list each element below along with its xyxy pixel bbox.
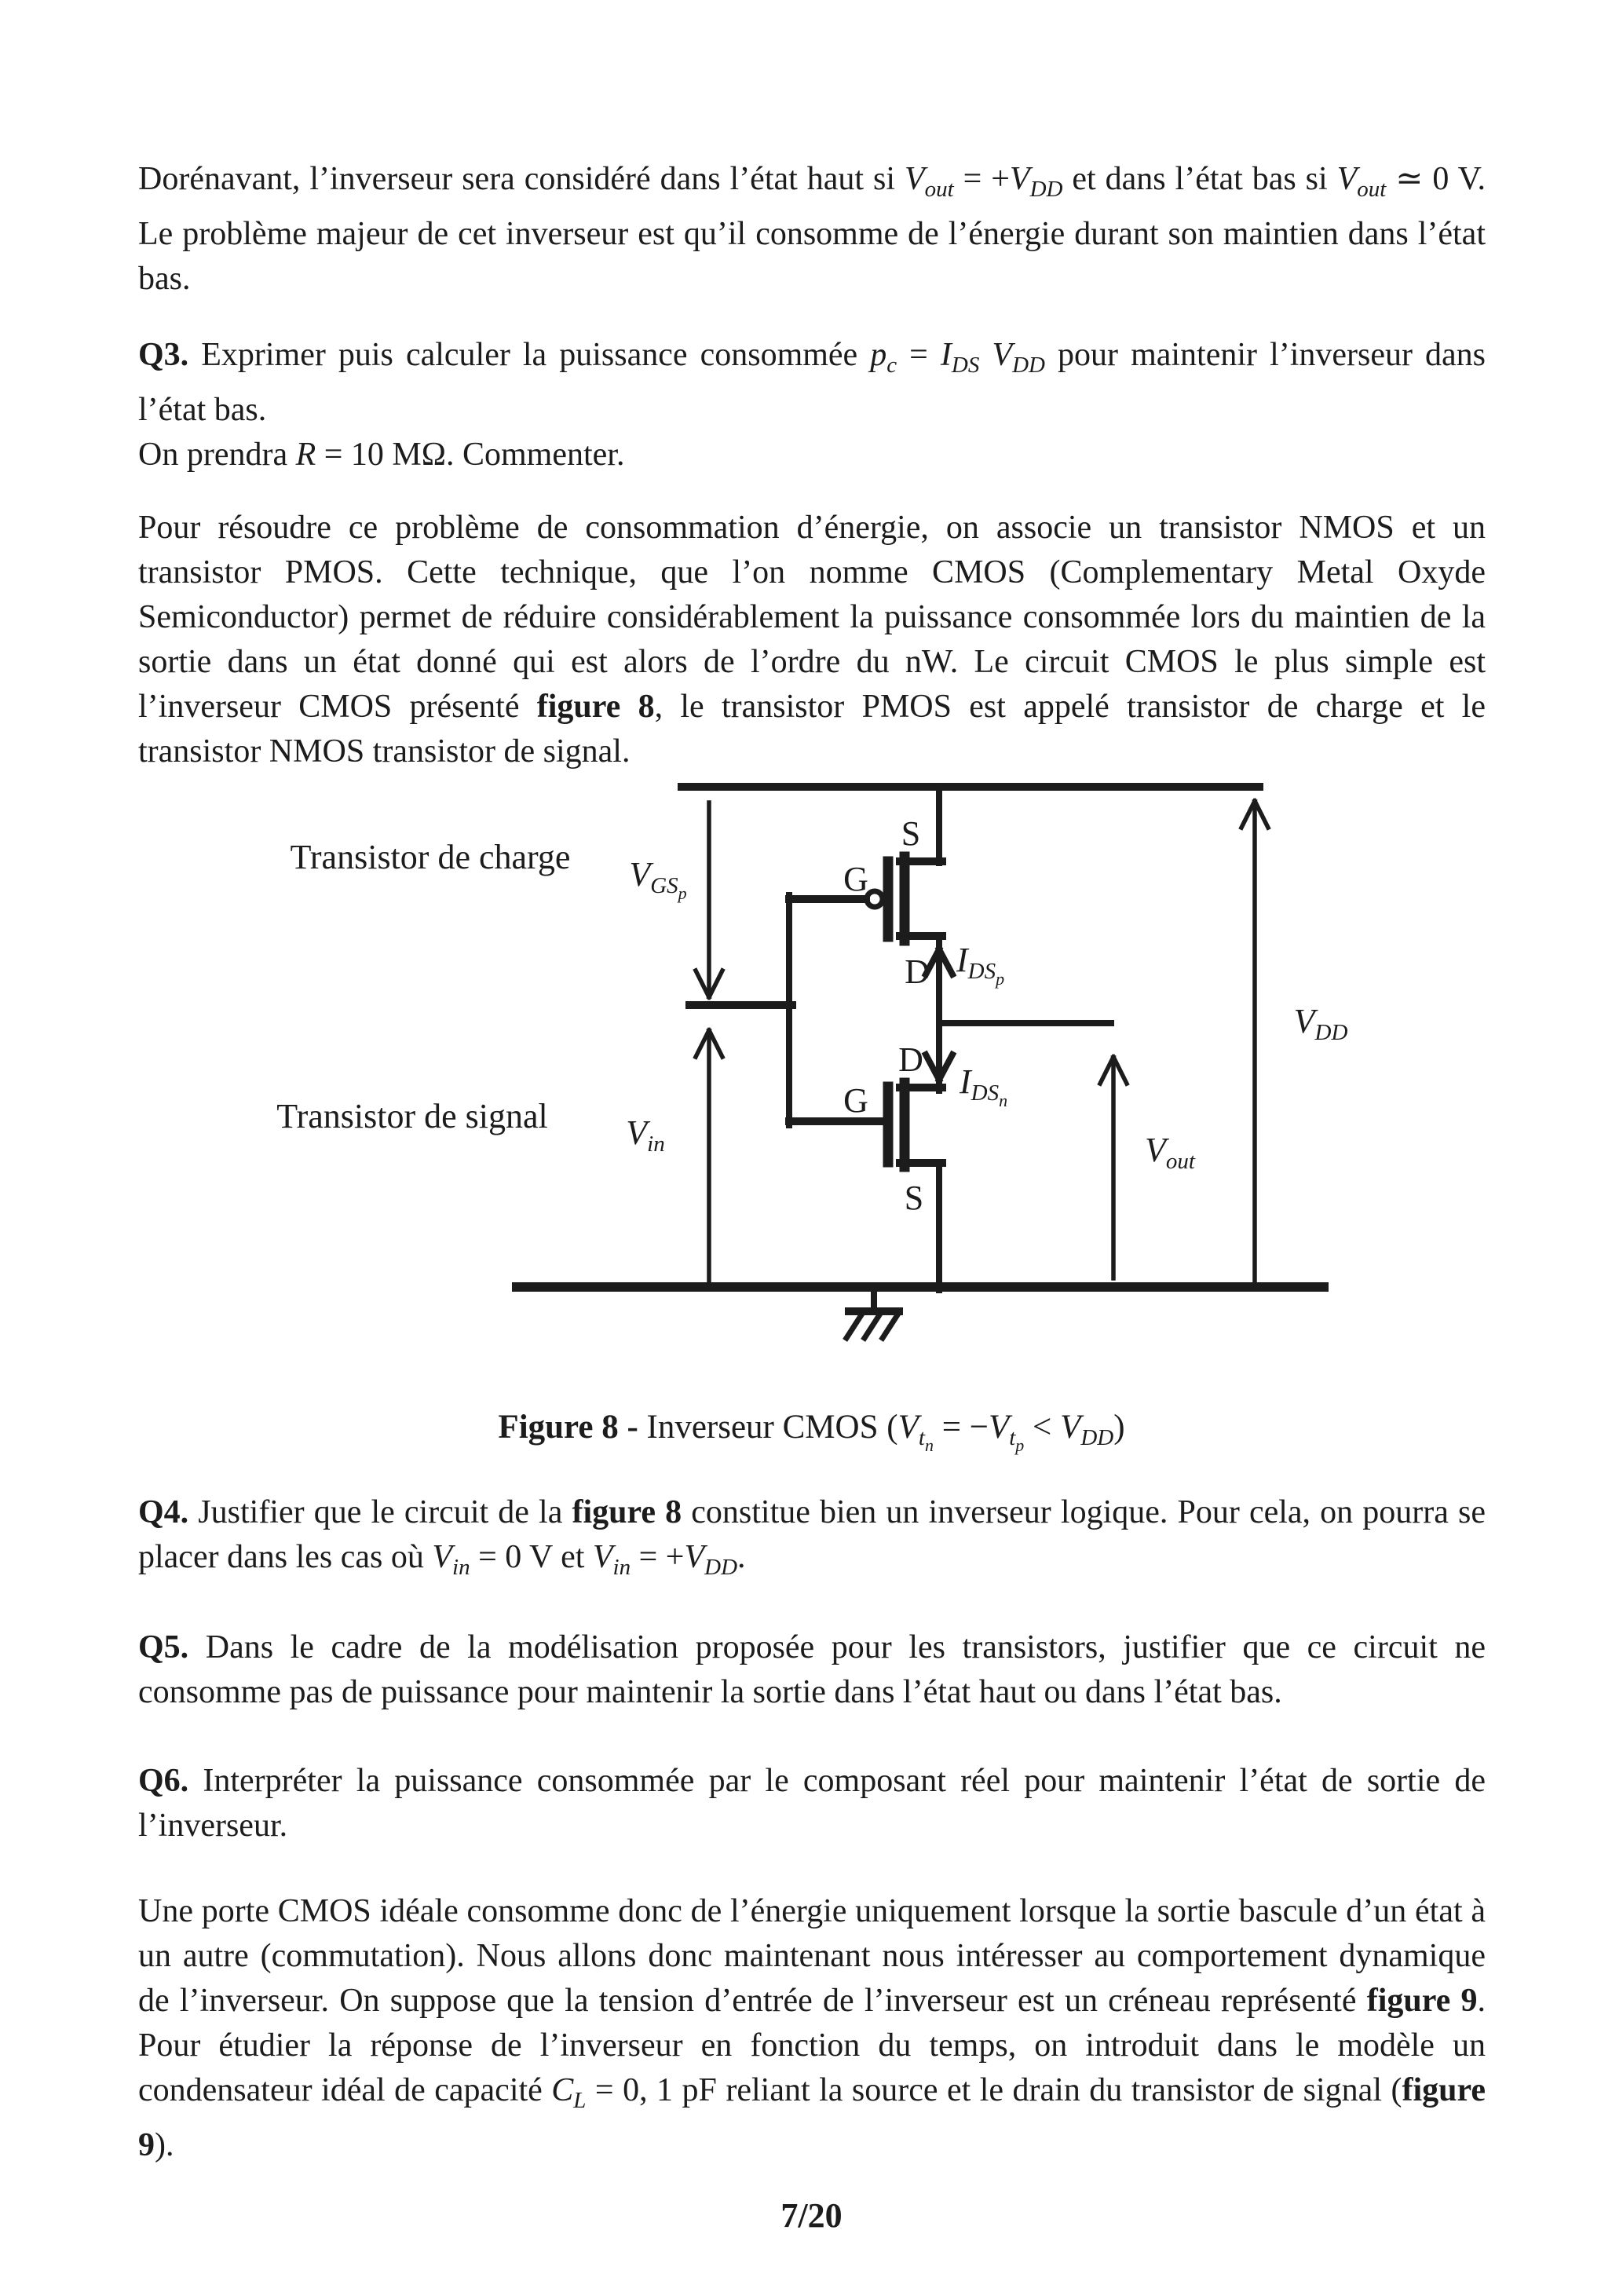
- label-nmos-drain-D: D: [898, 1040, 923, 1079]
- paragraph-dynamic-behaviour: Une porte CMOS idéale consomme donc de l’énergie uniquement lorsque la sortie bascule d’un état à un autre (commutation). Nous allons donc maintenant nous intéresser au comportement dynamique de l’inverseur. On suppose que la tension d’entrée de l’inverseur est un créneau représenté figure 9. Pour étudier la réponse de l’inverseur en fonction du temps, on introduit dans le modèle un condensateur idéal de capacité $C_L = 0$, 1 pF reliant la source et le drain du transistor de signal (figure 9).: [138, 1893, 1486, 2163]
- page-number: 7/20: [780, 2196, 843, 2235]
- ground-hatch-2: [865, 1314, 880, 1338]
- ground-symbol: [846, 1287, 899, 1338]
- paragraph-cmos-intro: Pour résoudre ce problème de consommation d’énergie, on associe un transistor NMOS et un transistor PMOS. Cette technique, que l’on nomme CMOS (Complementary Metal Oxyde Semiconductor) permet de réduire considérablement la puissance consommée lors du maintien de la sortie dans un état donné qui est alors de l’ordre du nW. Le circuit CMOS le plus simple est l’inverseur CMOS présenté figure 8, le transistor PMOS est appelé transistor de charge et le transistor NMOS transistor de signal.: [138, 510, 1486, 770]
- circuit-schematic: [0, 770, 1623, 1398]
- label-transistor-de-charge: Transistor de charge: [290, 838, 571, 876]
- label-current-idsn: $I_{DSn}$: [960, 1062, 1008, 1110]
- q3-statement: Q3. Exprimer puis calculer la puissance consommée $p_c = I_{DS}$ $V_{DD}$ pour maintenir l’inverseur dans l’état bas.: [138, 337, 1486, 428]
- ground-hatch-1: [846, 1314, 862, 1338]
- figure8-circuit-diagram: [0, 770, 1623, 1398]
- question-q6: Q6. Interpréter la puissance consommée par le composant réel pour maintenir l’état de sortie de l’inverseur.: [138, 1763, 1486, 1844]
- label-current-idsp: $I_{DSp}$: [956, 941, 1005, 989]
- label-voltage-vout: $V_{out}$: [1145, 1131, 1195, 1174]
- label-voltage-vgsp: $V_{GSp}$: [629, 855, 687, 903]
- label-nmos-source-S: S: [904, 1179, 924, 1217]
- figure8-caption: Figure 8 - Inverseur CMOS $(V_{tn} = -V_{tp} < V_{DD})$: [498, 1409, 1125, 1455]
- label-voltage-vin: $V_{in}$: [626, 1113, 665, 1157]
- label-pmos-source-S: S: [901, 814, 921, 853]
- vgsp-arrow: [696, 803, 722, 997]
- label-voltage-vdd: $V_{DD}$: [1293, 1002, 1348, 1045]
- label-pmos-drain-D: D: [905, 952, 930, 991]
- vdd-arrow: [1241, 801, 1268, 1282]
- vin-arrow: [696, 1030, 722, 1284]
- label-transistor-de-signal: Transistor de signal: [276, 1097, 548, 1135]
- question-q3: [138, 333, 1486, 477]
- question-q5: Q5. Dans le cadre de la modélisation proposée pour les transistors, justifier que ce circuit ne consomme pas de puissance pour maintenir la sortie dans l’état haut ou dans l’état bas.: [138, 1629, 1486, 1710]
- q3-note: On prendra R = 10 MΩ. Commenter.: [138, 437, 625, 473]
- label-pmos-gate-G: G: [843, 860, 868, 898]
- question-q4: Q4. Justifier que le circuit de la figure 8 constitue bien un inverseur logique. Pour cela, on pourra se placer dans les cas où $V_{in} = 0$ V et $V_{in} = +V_{DD}$.: [138, 1494, 1486, 1580]
- label-nmos-gate-G: G: [843, 1081, 868, 1120]
- ground-hatch-3: [883, 1314, 898, 1338]
- paragraph-intro: Dorénavant, l’inverseur sera considéré dans l’état haut si $V_{out} = +V_{DD}$ et dans l’état bas si $V_{out}$ ≃ 0 V. Le problème majeur de cet inverseur est qu’il consomme de l’énergie durant son maintien dans l’état bas.: [138, 161, 1486, 297]
- vout-arrow: [1100, 1057, 1127, 1278]
